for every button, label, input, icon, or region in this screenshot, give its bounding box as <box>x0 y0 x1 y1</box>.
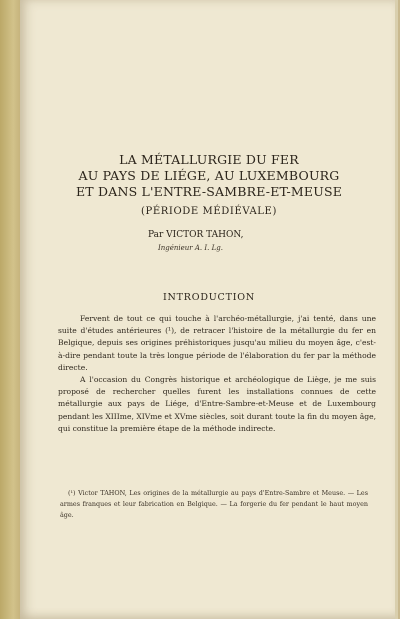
author-title: Ingénieur A. I. Lg. <box>158 244 223 252</box>
footnote-text: (¹) Victor TAHON, Les origines de la métallurgie au pays d'Entre-Sambre et Meuse. — Les armes franques et leur fabrication en Belgique. — La forgerie du fer pendant le haut moyen âge. <box>60 489 368 519</box>
author-line: Par VICTOR TAHON, <box>148 230 244 240</box>
section-heading: INTRODUCTION <box>162 292 256 303</box>
subtitle: (PÉRIODE MÉDIÉVALE) <box>141 206 277 217</box>
paragraph-2: A l'occasion du Congrès historique et archéologique de Liège, je me suis proposé de rechercher quelles furent les installations connues de cette métallurgie aux pays de Liége, d'Entre-Sambre-et-Meuse et de Luxembourg pendant les XIIIme, XIVme et XVme siècles, soit durant toute la fin du moyen âge, qui constitue la première étape de la méthode indirecte. <box>58 375 376 433</box>
body-text <box>58 313 376 435</box>
document-page <box>20 0 398 619</box>
title-line-3: ET DANS L'ENTRE-SAMBRE-ET-MEUSE <box>75 184 343 199</box>
title-line-1: LA MÉTALLURGIE DU FER <box>119 152 299 167</box>
footnote <box>60 488 368 521</box>
paragraph-1: Fervent de tout ce qui touche à l'archéo-métallurgie, j'ai tenté, dans une suite d'études antérieures (¹), de retracer l'histoire de la métallurgie du fer en Belgique, depuis ses origines préhistoriques jusqu'au milieu du moyen âge, c'est-à-dire pendant toute la très longue période de l'élaboration du fer par la méthode directe. <box>58 314 376 372</box>
title-line-2: AU PAYS DE LIÉGE, AU LUXEMBOURG <box>78 168 340 183</box>
book-spine-edge <box>0 0 22 619</box>
